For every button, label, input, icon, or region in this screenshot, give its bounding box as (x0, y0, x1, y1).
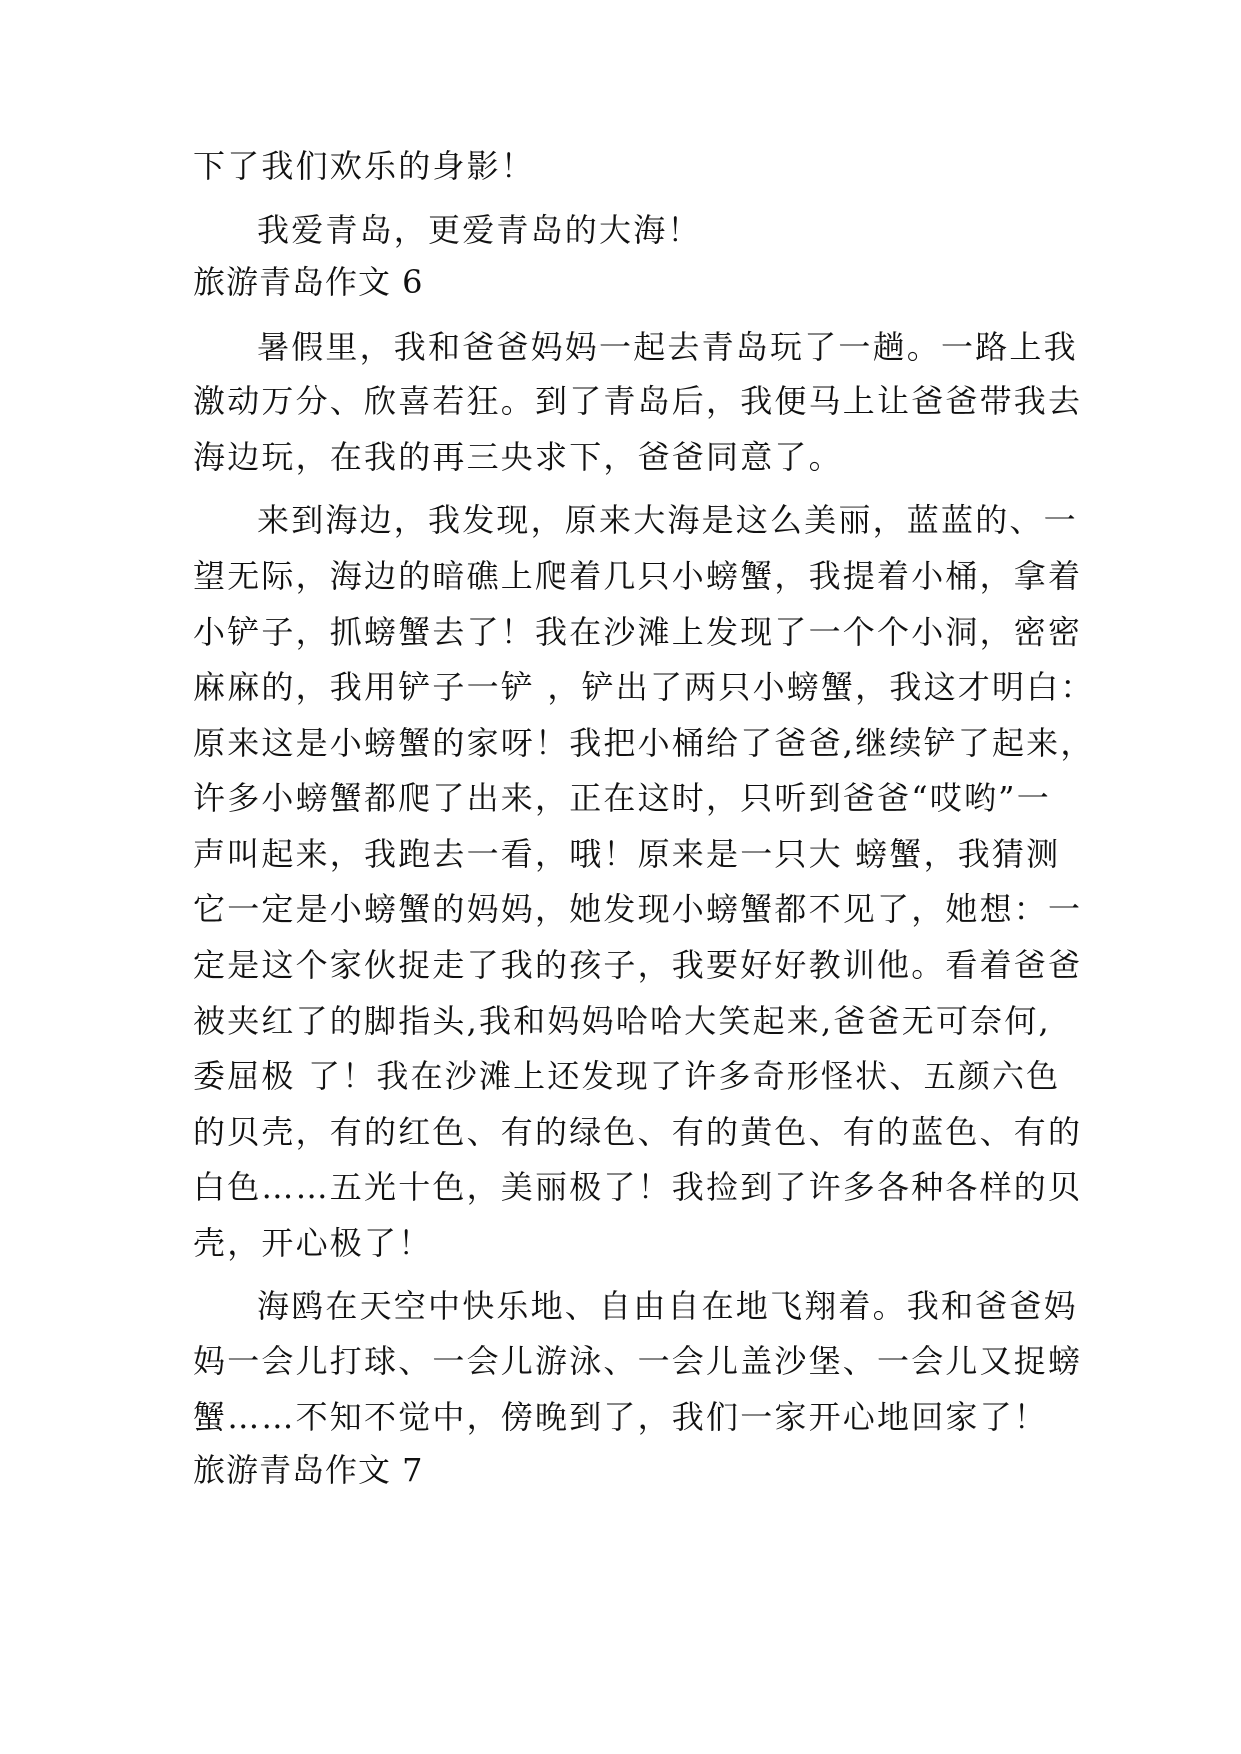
paragraph-line: 小铲子，抓螃蟹去了！我在沙滩上发现了一个个小洞，密密 (193, 613, 1083, 651)
section-heading: 旅游青岛作文 7 (193, 1451, 424, 1489)
paragraph-line: 委屈极 了！我在沙滩上还发现了许多奇形怪状、五颜六色 (193, 1057, 1061, 1095)
paragraph-line: 原来这是小螃蟹的家呀！我把小桶给了爸爸,继续铲了起来， (193, 724, 1095, 762)
paragraph-line: 妈一会儿打球、一会儿游泳、一会儿盖沙堡、一会儿又捉螃 (193, 1342, 1083, 1380)
paragraph-line: 海鸥在天空中快乐地、自由自在地飞翔着。我和爸爸妈 (257, 1287, 1078, 1325)
paragraph-line: 白色……五光十色，美丽极了！我捡到了许多各种各样的贝 (193, 1168, 1083, 1206)
paragraph-line: 暑假里，我和爸爸妈妈一起去青岛玩了一趟。一路上我 (257, 328, 1078, 366)
paragraph-line: 许多小螃蟹都爬了出来，正在这时，只听到爸爸“哎哟”一 (193, 779, 1051, 817)
paragraph-line: 声叫起来，我跑去一看，哦！原来是一只大 螃蟹，我猜测 (193, 835, 1061, 873)
paragraph-line: 蟹……不知不觉中，傍晚到了，我们一家开心地回家了！ (193, 1398, 1049, 1436)
paragraph-line: 海边玩，在我的再三央求下，爸爸同意了。 (193, 438, 843, 476)
paragraph-line: 下了我们欢乐的身影！ (193, 147, 536, 185)
paragraph-line: 壳，开心极了！ (193, 1224, 433, 1262)
paragraph-line: 激动万分、欣喜若狂。到了青岛后，我便马上让爸爸带我去 (193, 382, 1083, 420)
paragraph-line: 被夹红了的脚指头,我和妈妈哈哈大笑起来,爸爸无可奈何, (193, 1002, 1051, 1040)
paragraph-line: 的贝壳，有的红色、有的绿色、有的黄色、有的蓝色、有的 (193, 1113, 1083, 1151)
paragraph-line: 定是这个家伙捉走了我的孩子，我要好好教训他。看着爸爸 (193, 946, 1083, 984)
section-heading: 旅游青岛作文 6 (193, 263, 424, 301)
paragraph-line: 望无际，海边的暗礁上爬着几只小螃蟹，我提着小桶，拿着 (193, 557, 1083, 595)
paragraph-line: 它一定是小螃蟹的妈妈，她发现小螃蟹都不见了，她想：一 (193, 890, 1083, 928)
paragraph-line: 我爱青岛，更爱青岛的大海！ (257, 211, 702, 249)
paragraph-line: 来到海边，我发现，原来大海是这么美丽，蓝蓝的、一 (257, 501, 1078, 539)
paragraph-line: 麻麻的，我用铲子一铲 ，铲出了两只小螃蟹，我这才明白： (193, 668, 1095, 706)
